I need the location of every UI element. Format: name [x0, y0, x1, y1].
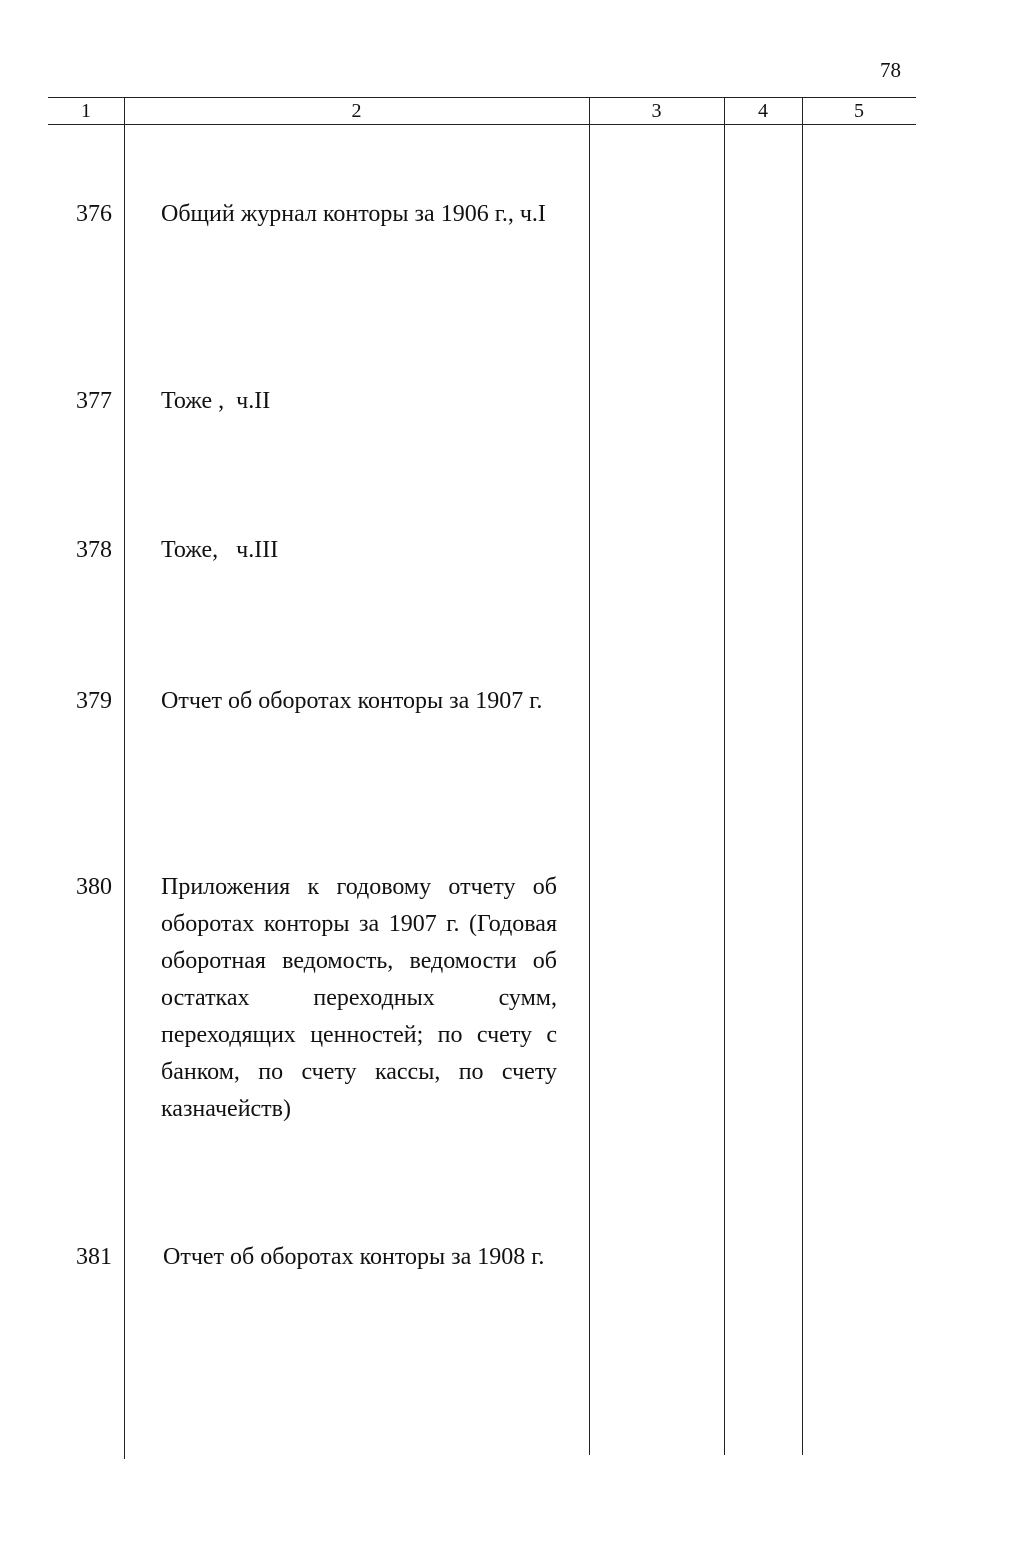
column-divider [589, 97, 590, 1455]
column-divider [802, 97, 803, 1455]
column-header-3: 3 [651, 100, 662, 122]
row-number: 377 [76, 388, 112, 414]
row-description: Общий журнал конторы за 1906 г., ч.I [161, 201, 546, 227]
row-number: 380 [76, 874, 112, 900]
row-number: 376 [76, 201, 112, 227]
page-number: 78 [880, 58, 901, 82]
row-number: 379 [76, 688, 112, 714]
column-header-1: 1 [81, 100, 91, 122]
column-divider [724, 97, 725, 1455]
row-number: 378 [76, 537, 112, 563]
header-bottom-border [48, 124, 916, 125]
column-header-5: 5 [854, 100, 864, 122]
row-description: Тоже , ч.II [161, 388, 271, 414]
row-number: 381 [76, 1244, 112, 1270]
row-description: Тоже, ч.III [161, 537, 279, 563]
table-top-border [48, 97, 916, 98]
row-description: Приложения к годовому отчету об оборотах конторы за 1907 г. (Годовая оборотная ведомость, ведомости об остатках переходных сумм, переходящих ценностей; по счету с банком, по счету кассы, по счету казначейств) [161, 874, 557, 1122]
column-divider [124, 97, 125, 1459]
row-description: Отчет об оборотах конторы за 1907 г. [161, 688, 543, 714]
column-header-4: 4 [758, 100, 768, 122]
row-description: Отчет об оборотах конторы за 1908 г. [163, 1244, 545, 1270]
column-header-2: 2 [351, 100, 362, 122]
